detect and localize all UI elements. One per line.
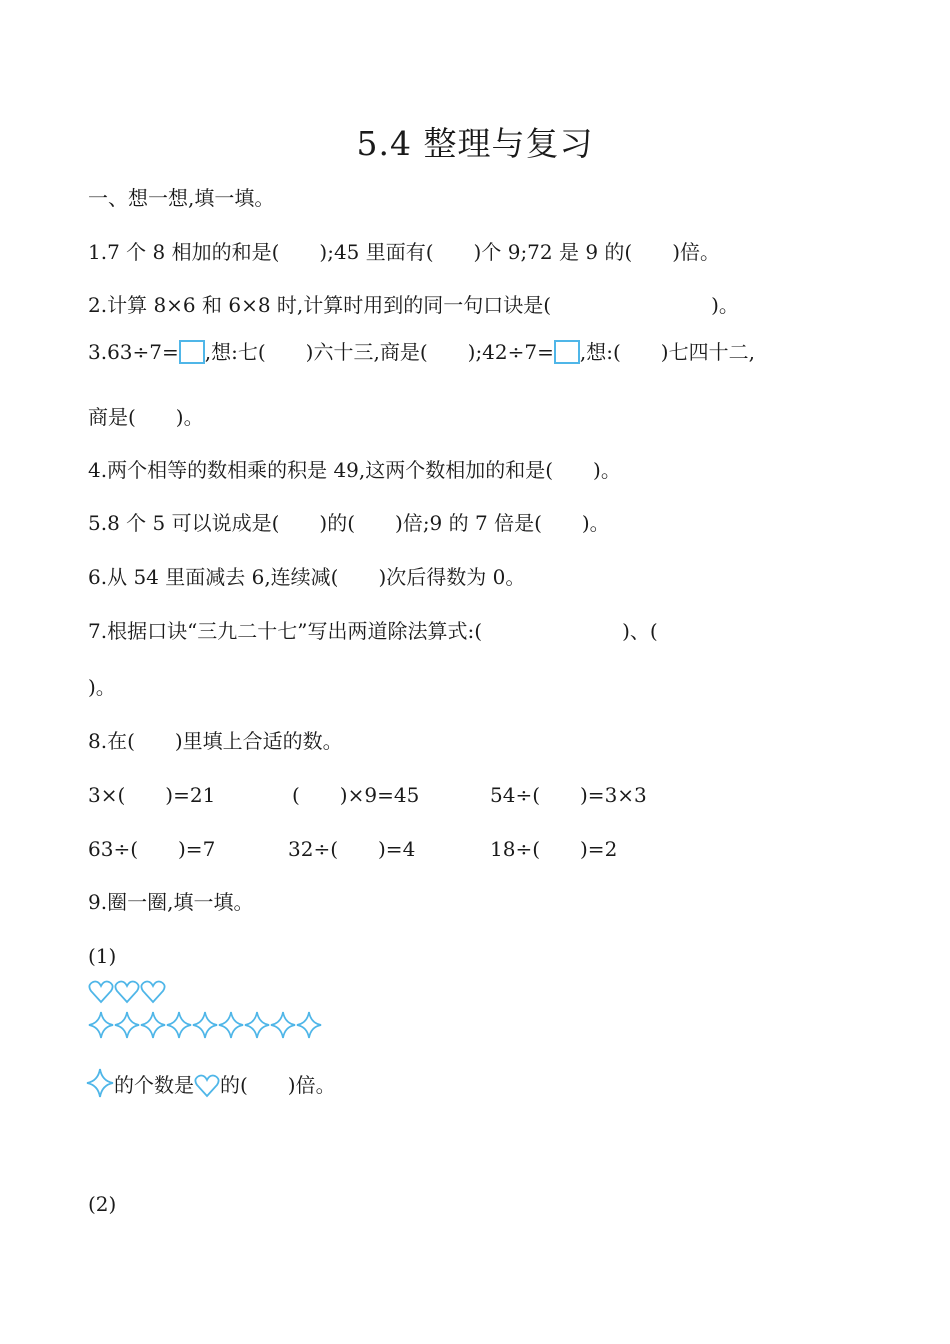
four-point-star-icon bbox=[114, 1010, 140, 1040]
heart-row bbox=[88, 980, 166, 1004]
page-title: 5.4 整理与复习 bbox=[356, 124, 594, 163]
four-point-star-icon bbox=[166, 1010, 192, 1040]
question-3-part-c: ,想:( )七四十二, bbox=[579, 340, 755, 364]
sub-question-2-label: (2) bbox=[88, 1192, 117, 1216]
question-1: 1.7 个 8 相加的和是( );45 里面有( )个 9;72 是 9 的( )倍。 bbox=[88, 240, 721, 264]
heart-icon bbox=[88, 980, 114, 1004]
four-point-star-icon bbox=[192, 1010, 218, 1040]
answer-box[interactable] bbox=[179, 340, 205, 364]
question-3-part-a: 3.63÷7= bbox=[88, 340, 179, 364]
question-2: 2.计算 8×6 和 6×8 时,计算时用到的同一句口诀是( )。 bbox=[88, 293, 739, 317]
four-point-star-icon bbox=[86, 1068, 114, 1105]
question-6: 6.从 54 里面减去 6,连续减( )次后得数为 0。 bbox=[88, 565, 526, 589]
answer-box[interactable] bbox=[554, 340, 580, 364]
sub-question-1-text-a: 的个数是 bbox=[114, 1073, 194, 1097]
sub-question-1-text bbox=[86, 1068, 336, 1105]
question-3 bbox=[88, 338, 755, 366]
q8-row1-item-3: 54÷( )=3×3 bbox=[490, 783, 647, 807]
star-row bbox=[88, 1010, 322, 1040]
question-4: 4.两个相等的数相乘的积是 49,这两个数相加的和是( )。 bbox=[88, 458, 621, 482]
q8-row2-item-1: 63÷( )=7 bbox=[88, 837, 216, 861]
sub-question-1-label: (1) bbox=[88, 944, 117, 968]
q8-row1-item-2: ( )×9=45 bbox=[292, 783, 420, 807]
q8-row2-item-3: 18÷( )=2 bbox=[490, 837, 618, 861]
four-point-star-icon bbox=[296, 1010, 322, 1040]
question-7-continued: )。 bbox=[88, 675, 116, 699]
question-7: 7.根据口诀“三九二十七”写出两道除法算式:( )、( bbox=[88, 619, 658, 643]
question-3-continued: 商是( )。 bbox=[88, 405, 204, 429]
q8-row1-item-1: 3×( )=21 bbox=[88, 783, 216, 807]
four-point-star-icon bbox=[244, 1010, 270, 1040]
heart-icon bbox=[194, 1074, 220, 1105]
section-heading: 一、想一想,填一填。 bbox=[88, 186, 275, 210]
four-point-star-icon bbox=[88, 1010, 114, 1040]
four-point-star-icon bbox=[140, 1010, 166, 1040]
question-9: 9.圈一圈,填一填。 bbox=[88, 890, 254, 914]
heart-icon bbox=[114, 980, 140, 1004]
sub-question-1-text-b: 的( )倍。 bbox=[220, 1073, 336, 1097]
question-8: 8.在( )里填上合适的数。 bbox=[88, 729, 343, 753]
question-3-part-b: ,想:七( )六十三,商是( );42÷7= bbox=[204, 340, 554, 364]
heart-icon bbox=[140, 980, 166, 1004]
four-point-star-icon bbox=[218, 1010, 244, 1040]
four-point-star-icon bbox=[270, 1010, 296, 1040]
q8-row2-item-2: 32÷( )=4 bbox=[288, 837, 416, 861]
question-5: 5.8 个 5 可以说成是( )的( )倍;9 的 7 倍是( )。 bbox=[88, 511, 610, 535]
